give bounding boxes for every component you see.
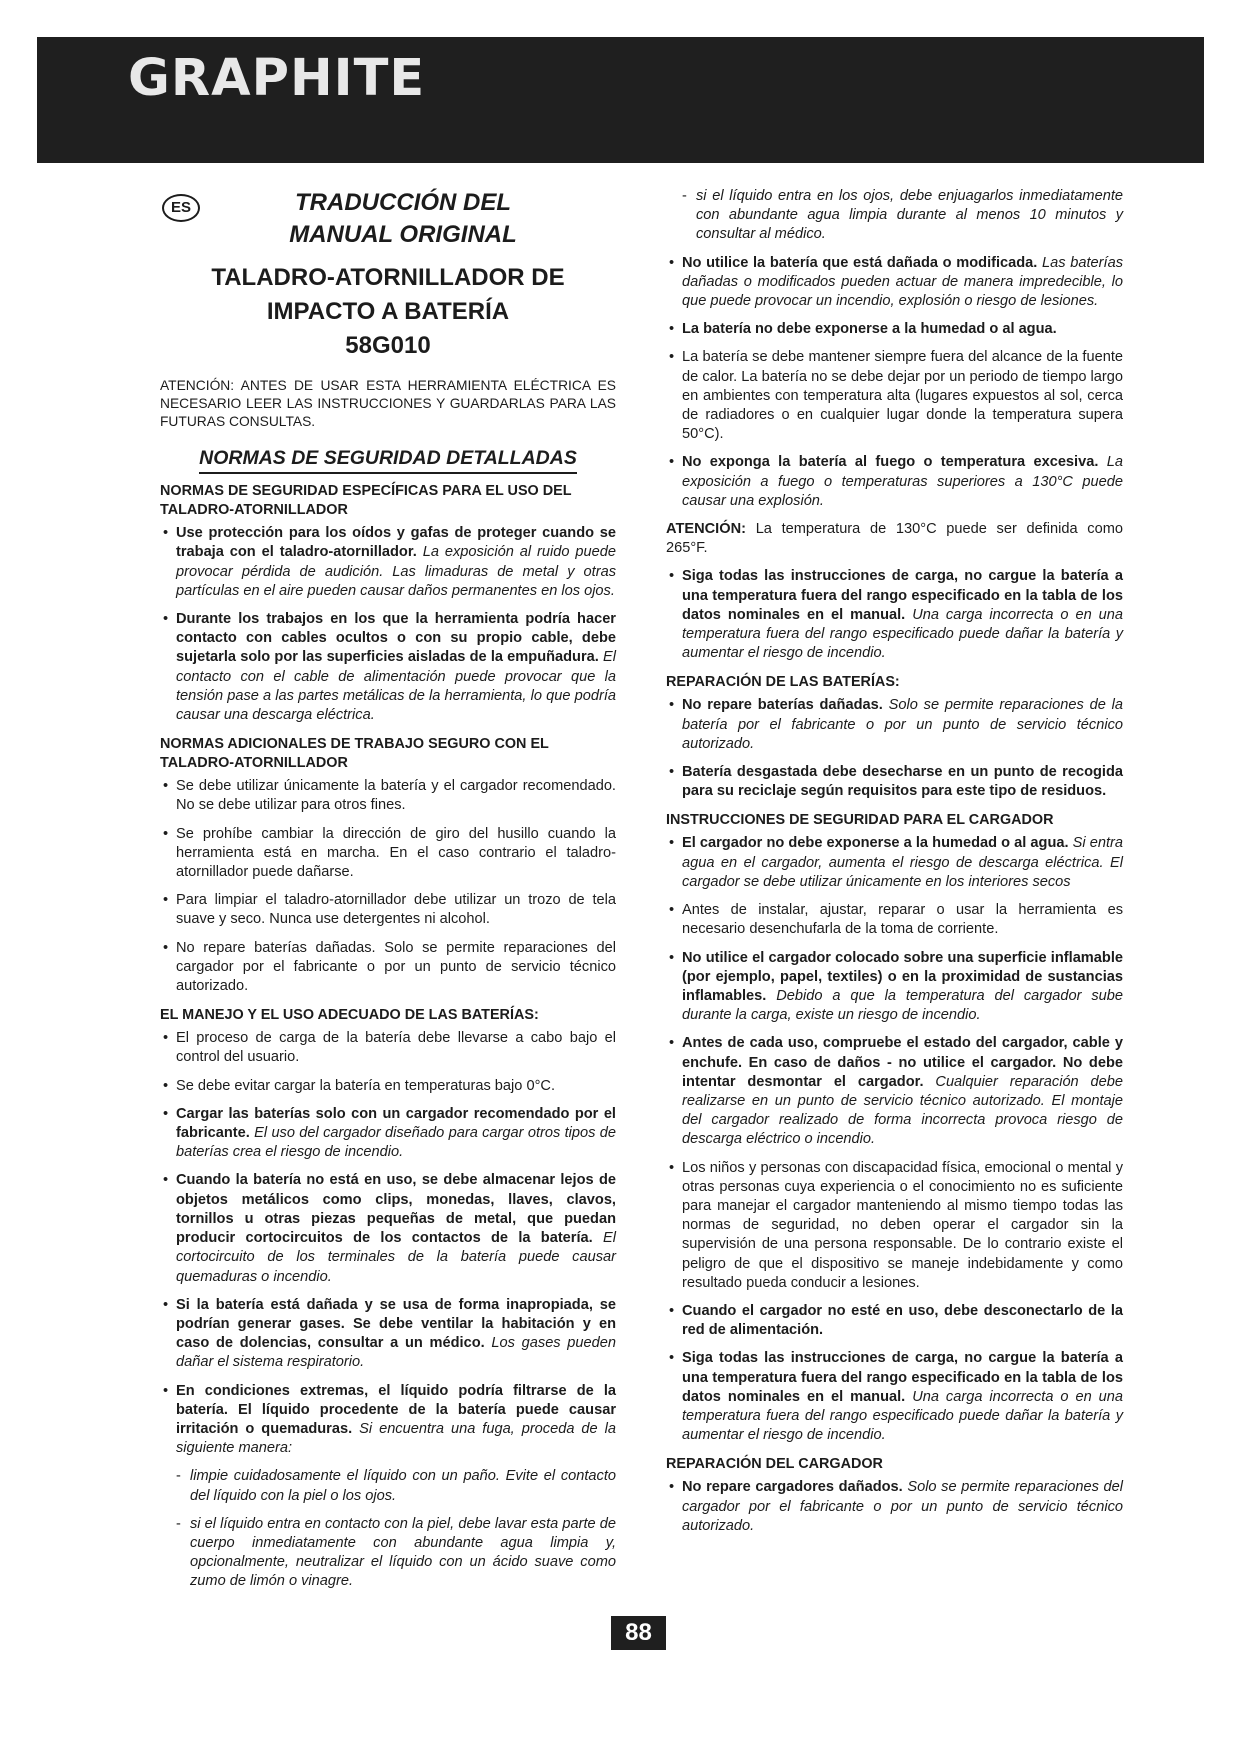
product-name-line1: TALADRO-ATORNILLADOR DE — [211, 264, 565, 291]
list-item: • Siga todas las instrucciones de carga, no cargue la batería a una temperatura fuera del rango especificado en la tabla de los datos nominales en el manual. Una carga incorrecta o en una temperatura fuera del rango especificado puede dañar la batería y aumentar el riesgo de incendio. — [669, 568, 1123, 662]
dash-item: - limpie cuidadosamente el líquido con un paño. Evite el contacto del líquido con la piel o los ojos. — [176, 1468, 616, 1504]
attention-paragraph: ATENCIÓN: La temperatura de 130°C puede ser definida como 265°F. — [666, 521, 1123, 557]
list-item: • Use protección para los oídos y gafas de proteger cuando se trabaja con el taladro-atornillador. La exposición al ruido puede provocar pérdida de audición. Las limaduras de metal y otras partículas en el aire pueden causar daños permanentes en los ojos. — [163, 525, 616, 599]
brand-logo: GRAPHITE — [128, 49, 426, 108]
list-item: • Si la batería está dañada y se usa de forma inapropiada, se podrían generar gases. Se debe ventilar la habitación y en caso de dolencias, consultar a un médico. Los gases pueden dañar el sistema respiratorio. — [163, 1296, 617, 1371]
list-item: • Se debe utilizar únicamente la batería y el cargador recomendado. No se debe utilizar para otros fines. — [163, 778, 616, 814]
list-item: • Se debe evitar cargar la batería en temperaturas bajo 0°C. — [163, 1077, 556, 1094]
list-item: • Siga todas las instrucciones de carga, no cargue la batería a una temperatura fuera del rango especificado en la tabla de los datos nominales en el manual. Una carga incorrecta o en una temperatura fuera del rango especificado puede dañar la batería y aumentar el riesgo de incendio. — [669, 1350, 1123, 1444]
list-item: • No utilice la batería que está dañada o modificada. Las baterías dañadas o modificados pueden actuar de manera impredecible, lo que puede provocar un incendio, explosión o riesgo de lesiones. — [669, 254, 1123, 310]
list-item: • La batería se debe mantener siempre fuera del alcance de la fuente de calor. La batería no se debe dejar por un periodo de tiempo largo en ambientes con temperatura alta (lugares expuestos al sol, cerca de radiadores o en cualquier lugar donde la temperatura supera 50°C). — [669, 349, 1123, 443]
list-item: • Durante los trabajos en los que la herramienta podría hacer contacto con cables ocultos o con su propio cable, debe sujetarla solo por las superficies aisladas de la empuñadura. El contacto con el cable de alimentación puede provocar que la tensión pase a las partes metálicas de la herramienta, lo que podría causar una descarga eléctrica. — [163, 611, 616, 724]
model-number: 58G010 — [345, 332, 431, 359]
subheading-additional-safety: NORMAS ADICIONALES DE TRABAJO SEGURO CON EL TALADRO-ATORNILLADOR — [160, 736, 549, 772]
left-column — [160, 187, 616, 1601]
page-number: 88 — [611, 1616, 666, 1650]
list-item: • Batería desgastada debe desecharse en un punto de recogida para su reciclaje según requisitos para este tipo de residuos. — [669, 764, 1123, 800]
subheading-battery-repair: REPARACIÓN DE LAS BATERÍAS: — [666, 674, 900, 691]
translation-title-line2: MANUAL ORIGINAL — [289, 221, 517, 248]
list-item: • Antes de instalar, ajustar, reparar o usar la herramienta es necesario desenchufarla de la toma de corriente. — [669, 902, 1123, 938]
subheading-battery-use: EL MANEJO Y EL USO ADECUADO DE LAS BATERÍAS: — [160, 1007, 539, 1024]
list-item: • Cuando el cargador no esté en uso, debe desconectarlo de la red de alimentación. — [669, 1302, 1123, 1339]
list-item: • El cargador no debe exponerse a la humedad o al agua. Si entra agua en el cargador, aumenta el riesgo de descarga eléctrica. El cargador se debe utilizar únicamente en los interiores secos — [669, 835, 1123, 890]
list-item: • Cargar las baterías solo con un cargador recomendado por el fabricante. El uso del cargador diseñado para cargar otros tipos de baterías crea el riesgo de incendio. — [163, 1105, 616, 1161]
subheading-specific-safety: NORMAS DE SEGURIDAD ESPECÍFICAS PARA EL USO DEL TALADRO-ATORNILLADOR — [160, 483, 572, 519]
title-block — [160, 187, 616, 363]
dash-item: - si el líquido entra en contacto con la piel, debe lavar esta parte de cuerpo inmediatamente con abundante agua limpia y, opcionalmente, neutralizar el líquido con un ácido suave como zumo de limón o vinagre. — [176, 1515, 616, 1590]
list-item: • No repare cargadores dañados. Solo se permite reparaciones del cargador por el fabricante o por un punto de servicio técnico autorizado. — [669, 1479, 1123, 1534]
subheading-charger-repair: REPARACIÓN DEL CARGADOR — [666, 1456, 883, 1473]
right-column — [666, 187, 1123, 1545]
list-item: • El proceso de carga de la batería debe llevarse a cabo bajo el control del usuario. — [163, 1030, 616, 1066]
list-item: • No repare baterías dañadas. Solo se permite reparaciones del cargador por el fabricante o por un punto de servicio técnico autorizado. — [163, 939, 616, 995]
list-item: • No utilice el cargador colocado sobre una superficie inflamable (por ejemplo, papel, textiles) o en la proximidad de sustancias inflamables. Debido a que la temperatura del cargador sube durante la carga, existe un riesgo de incendio. — [669, 949, 1124, 1024]
list-item: • Para limpiar el taladro-atornillador debe utilizar un trozo de tela suave y seco. Nunca use detergentes ni alcohol. — [163, 892, 616, 928]
attention-notice: ATENCIÓN: ANTES DE USAR ESTA HERRAMIENTA ELÉCTRICA ES NECESARIO LEER LAS INSTRUCCIONES Y GUARDARLAS PARA LAS FUTURAS CONSULTAS. — [160, 378, 616, 429]
product-name-line2: IMPACTO A BATERÍA — [266, 298, 510, 325]
list-item: • No exponga la batería al fuego o temperatura excesiva. La exposición a fuego o temperaturas superiores a 130°C puede causar una explosión. — [669, 454, 1123, 509]
translation-title-line1: TRADUCCIÓN DEL — [295, 189, 511, 216]
list-item: • Los niños y personas con discapacidad física, emocional o mental y otras personas cuya experiencia o el conocimiento no es suficiente para manejar el cargador manteniendo al mismo tiempo todas las normas de seguridad, no deben operar el cargador sin la supervisión de una persona responsable. De lo contrario existe el peligro de que el dispositivo se maneje indebidamente y como resultado pueda conducir a lesiones. — [669, 1159, 1123, 1291]
list-item: • No repare baterías dañadas. Solo se permite reparaciones de la batería por el fabricante o por un punto de servicio técnico autorizado. — [669, 697, 1123, 752]
dash-item: - si el líquido entra en los ojos, debe enjuagarlos inmediatamente con abundante agua limpia durante al menos 10 minutos y consultar al médico. — [682, 188, 1123, 243]
list-item: • En condiciones extremas, el líquido podría filtrarse de la batería. El líquido procedente de la batería puede causar irritación o quemaduras. Si encuentra una fuga, proceda de la siguiente manera: — [163, 1382, 616, 1457]
subheading-charger-safety: INSTRUCCIONES DE SEGURIDAD PARA EL CARGADOR — [666, 812, 1054, 829]
list-item: • Antes de cada uso, compruebe el estado del cargador, cable y enchufe. En caso de daños - no utilice el cargador. No debe intentar desmontar el cargador. Cualquier reparación debe realizarse en un punto de servicio técnico autorizado. El montaje del cargador realizado de forma incorrecta provoca riesgo de descarga eléctrico o incendio. — [669, 1035, 1123, 1148]
language-badge: ES — [162, 194, 200, 222]
section-heading: NORMAS DE SEGURIDAD DETALLADAS — [160, 449, 616, 468]
list-item: • Se prohíbe cambiar la dirección de giro del husillo cuando la herramienta está en marcha. En el caso contrario el taladro-atornillador puede dañarse. — [163, 825, 616, 881]
list-item: • Cuando la batería no está en uso, se debe almacenar lejos de objetos metálicos como clips, monedas, llaves, clavos, tornillos u otras piezas pequeñas de metal, que puedan producir cortocircuitos de los contactos de la batería. El cortocircuito de los terminales de la batería puede causar quemaduras o incendio. — [163, 1172, 616, 1285]
list-item: • La batería no debe exponerse a la humedad o al agua. — [669, 321, 1057, 338]
